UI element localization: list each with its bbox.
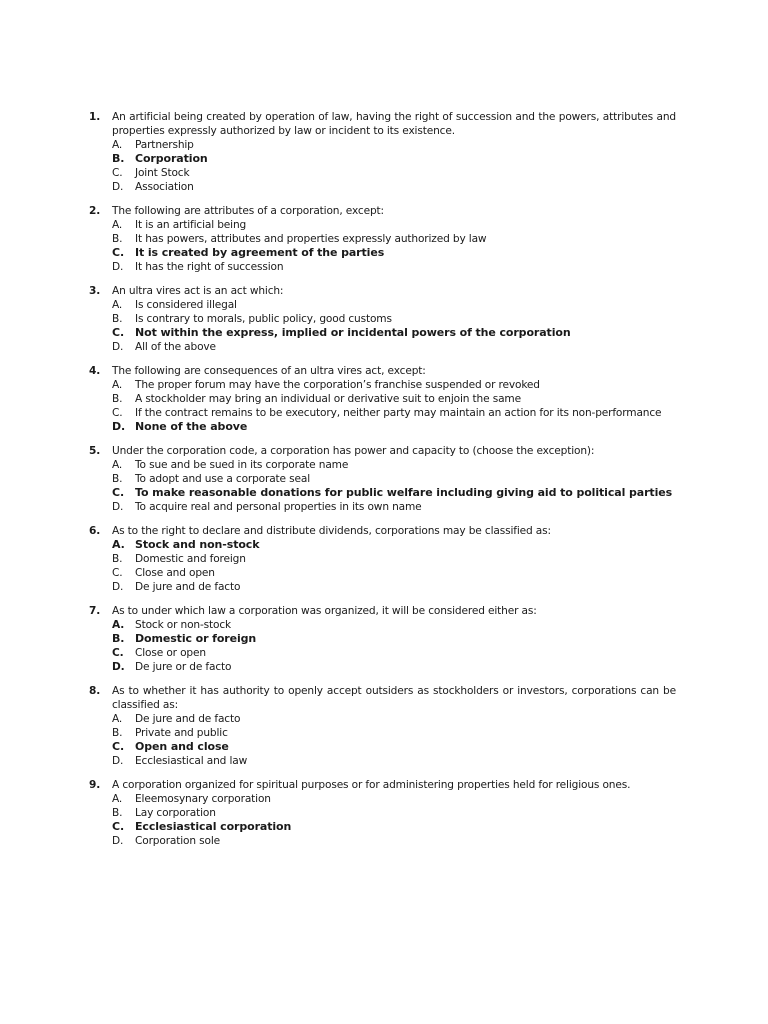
answer-option-correct bbox=[112, 326, 676, 340]
question-item bbox=[0, 524, 676, 594]
question-text: The following are consequences of an ultra vires act, except: bbox=[112, 365, 426, 377]
option-letter: D. bbox=[112, 581, 124, 593]
answer-option-correct bbox=[112, 740, 676, 754]
answer-option-correct bbox=[112, 820, 676, 834]
option-list bbox=[112, 538, 676, 594]
question-text: A corporation organized for spiritual purposes or for administering properties held for religious ones. bbox=[112, 779, 631, 791]
answer-option-correct bbox=[112, 486, 676, 500]
option-letter: A. bbox=[112, 619, 125, 631]
option-list bbox=[112, 618, 676, 674]
option-letter: B. bbox=[112, 553, 123, 565]
question-item bbox=[0, 604, 676, 674]
question-item bbox=[0, 364, 676, 434]
option-text: Not within the express, implied or incidental powers of the corporation bbox=[135, 326, 571, 339]
option-text: Ecclesiastical corporation bbox=[135, 820, 292, 833]
option-letter: B. bbox=[112, 313, 123, 325]
answer-option bbox=[112, 180, 676, 194]
answer-option bbox=[112, 500, 676, 514]
answer-option-correct bbox=[112, 152, 676, 166]
answer-option bbox=[112, 260, 676, 274]
question-text: As to the right to declare and distribute dividends, corporations may be classified as: bbox=[112, 525, 551, 537]
answer-option bbox=[112, 806, 676, 820]
question-item bbox=[0, 110, 676, 194]
option-list bbox=[112, 458, 676, 514]
answer-option bbox=[112, 232, 676, 246]
option-text: It has the right of succession bbox=[135, 261, 284, 273]
option-letter: D. bbox=[112, 835, 124, 847]
option-text: None of the above bbox=[135, 420, 248, 433]
question-number: 3. bbox=[89, 285, 101, 297]
option-letter: C. bbox=[112, 647, 124, 659]
option-letter: A. bbox=[112, 713, 123, 725]
option-text: Domestic or foreign bbox=[135, 632, 257, 645]
question-text: As to under which law a corporation was organized, it will be considered either as: bbox=[112, 605, 537, 617]
answer-option bbox=[112, 166, 676, 180]
option-letter: D. bbox=[112, 501, 124, 513]
answer-option bbox=[112, 834, 676, 848]
option-letter: D. bbox=[112, 661, 125, 673]
option-letter: B. bbox=[112, 152, 125, 165]
answer-option bbox=[112, 378, 676, 392]
option-letter: D. bbox=[112, 420, 126, 433]
answer-option bbox=[112, 340, 676, 354]
question-text: Under the corporation code, a corporation has power and capacity to (choose the exception): bbox=[112, 445, 595, 457]
option-text: It has powers, attributes and properties expressly authorized by law bbox=[135, 233, 487, 245]
option-text: Corporation bbox=[135, 152, 208, 165]
option-letter: B. bbox=[112, 632, 125, 645]
option-text: It is an artificial being bbox=[135, 219, 247, 231]
answer-option bbox=[112, 218, 676, 232]
question-number: 2. bbox=[89, 205, 101, 217]
option-letter: A. bbox=[112, 793, 123, 805]
option-text: Close and open bbox=[135, 567, 215, 579]
question-number: 7. bbox=[89, 605, 101, 617]
question-number: 5. bbox=[89, 445, 101, 457]
answer-option bbox=[112, 472, 676, 486]
answer-option bbox=[112, 754, 676, 768]
option-letter: B. bbox=[112, 727, 123, 739]
option-text: A stockholder may bring an individual or derivative suit to enjoin the same bbox=[135, 393, 521, 405]
option-letter: C. bbox=[112, 167, 123, 179]
option-letter: A. bbox=[112, 538, 125, 551]
answer-option bbox=[112, 712, 676, 726]
question-item bbox=[0, 284, 676, 354]
option-list bbox=[112, 712, 676, 768]
option-letter: C. bbox=[112, 407, 123, 419]
option-text: Partnership bbox=[135, 139, 194, 151]
option-letter: D. bbox=[112, 755, 124, 767]
option-list bbox=[112, 378, 676, 434]
option-list bbox=[112, 138, 676, 194]
option-letter: D. bbox=[112, 341, 124, 353]
option-text: Stock or non-stock bbox=[135, 619, 232, 631]
question-item bbox=[0, 204, 676, 274]
question-text: The following are attributes of a corporation, except: bbox=[112, 205, 384, 217]
option-text: Corporation sole bbox=[135, 835, 221, 847]
question-item bbox=[0, 444, 676, 514]
option-text: Eleemosynary corporation bbox=[135, 793, 271, 805]
answer-option bbox=[112, 646, 676, 660]
option-text: Domestic and foreign bbox=[135, 553, 246, 565]
option-text: To adopt and use a corporate seal bbox=[135, 473, 311, 485]
question-number: 4. bbox=[89, 365, 101, 377]
option-text: If the contract remains to be executory, neither party may maintain an action for its non-performance bbox=[135, 407, 662, 419]
question-number: 1. bbox=[89, 111, 101, 123]
question-text: As to whether it has authority to openly accept outsiders as stockholders or investors, corporations can be classified as: bbox=[112, 685, 676, 711]
option-text: Is considered illegal bbox=[135, 299, 237, 311]
question-text: An artificial being created by operation of law, having the right of succession and the powers, attributes and properties expressly authorized by law or incident to its existence. bbox=[112, 111, 676, 137]
question-number: 8. bbox=[89, 685, 101, 697]
option-letter: A. bbox=[112, 219, 123, 231]
option-list bbox=[112, 792, 676, 848]
option-text: To make reasonable donations for public welfare including giving aid to political parties bbox=[135, 486, 673, 499]
answer-option bbox=[112, 792, 676, 806]
option-list bbox=[112, 218, 676, 274]
option-letter: A. bbox=[112, 379, 123, 391]
option-text: Is contrary to morals, public policy, good customs bbox=[135, 313, 392, 325]
answer-option bbox=[112, 392, 676, 406]
answer-option-correct bbox=[112, 538, 676, 552]
answer-option-correct bbox=[112, 246, 676, 260]
option-text: To sue and be sued in its corporate name bbox=[135, 459, 349, 471]
option-letter: B. bbox=[112, 807, 123, 819]
question-item bbox=[0, 684, 676, 768]
answer-option bbox=[112, 458, 676, 472]
option-letter: C. bbox=[112, 567, 123, 579]
option-text: De jure and de facto bbox=[135, 713, 241, 725]
option-letter: C. bbox=[112, 740, 125, 753]
option-letter: C. bbox=[112, 486, 125, 499]
option-letter: C. bbox=[112, 820, 125, 833]
answer-option bbox=[112, 138, 676, 152]
option-letter: C. bbox=[112, 246, 125, 259]
option-text: The proper forum may have the corporation’s franchise suspended or revoked bbox=[135, 379, 540, 391]
answer-option bbox=[112, 552, 676, 566]
option-letter: A. bbox=[112, 459, 123, 471]
answer-option-correct bbox=[112, 632, 676, 646]
option-list bbox=[112, 298, 676, 354]
option-text: De jure or de facto bbox=[135, 661, 232, 673]
option-text: Joint Stock bbox=[135, 167, 190, 179]
option-text: Lay corporation bbox=[135, 807, 216, 819]
option-text: All of the above bbox=[135, 341, 216, 353]
answer-option bbox=[112, 298, 676, 312]
answer-option bbox=[112, 406, 676, 420]
answer-option bbox=[112, 660, 676, 674]
question-text: An ultra vires act is an act which: bbox=[112, 285, 284, 297]
option-text: Open and close bbox=[135, 740, 229, 753]
option-text: Stock and non-stock bbox=[135, 538, 260, 551]
option-text: Private and public bbox=[135, 727, 228, 739]
question-number: 9. bbox=[89, 779, 101, 791]
option-text: To acquire real and personal properties in its own name bbox=[135, 501, 422, 513]
answer-option-correct bbox=[112, 420, 676, 434]
option-letter: D. bbox=[112, 181, 124, 193]
answer-option bbox=[112, 580, 676, 594]
option-letter: D. bbox=[112, 261, 124, 273]
option-letter: A. bbox=[112, 139, 123, 151]
answer-option bbox=[112, 618, 676, 632]
question-list bbox=[0, 110, 768, 858]
answer-option bbox=[112, 312, 676, 326]
option-text: Association bbox=[135, 181, 194, 193]
option-text: Close or open bbox=[135, 647, 206, 659]
option-text: Ecclesiastical and law bbox=[135, 755, 248, 767]
answer-option bbox=[112, 726, 676, 740]
option-letter: B. bbox=[112, 473, 123, 485]
option-letter: A. bbox=[112, 299, 123, 311]
option-text: De jure and de facto bbox=[135, 581, 241, 593]
question-number: 6. bbox=[89, 525, 101, 537]
option-letter: C. bbox=[112, 326, 125, 339]
option-letter: B. bbox=[112, 233, 123, 245]
answer-option bbox=[112, 566, 676, 580]
option-letter: B. bbox=[112, 393, 123, 405]
question-item bbox=[0, 778, 676, 848]
option-text: It is created by agreement of the parties bbox=[135, 246, 385, 259]
